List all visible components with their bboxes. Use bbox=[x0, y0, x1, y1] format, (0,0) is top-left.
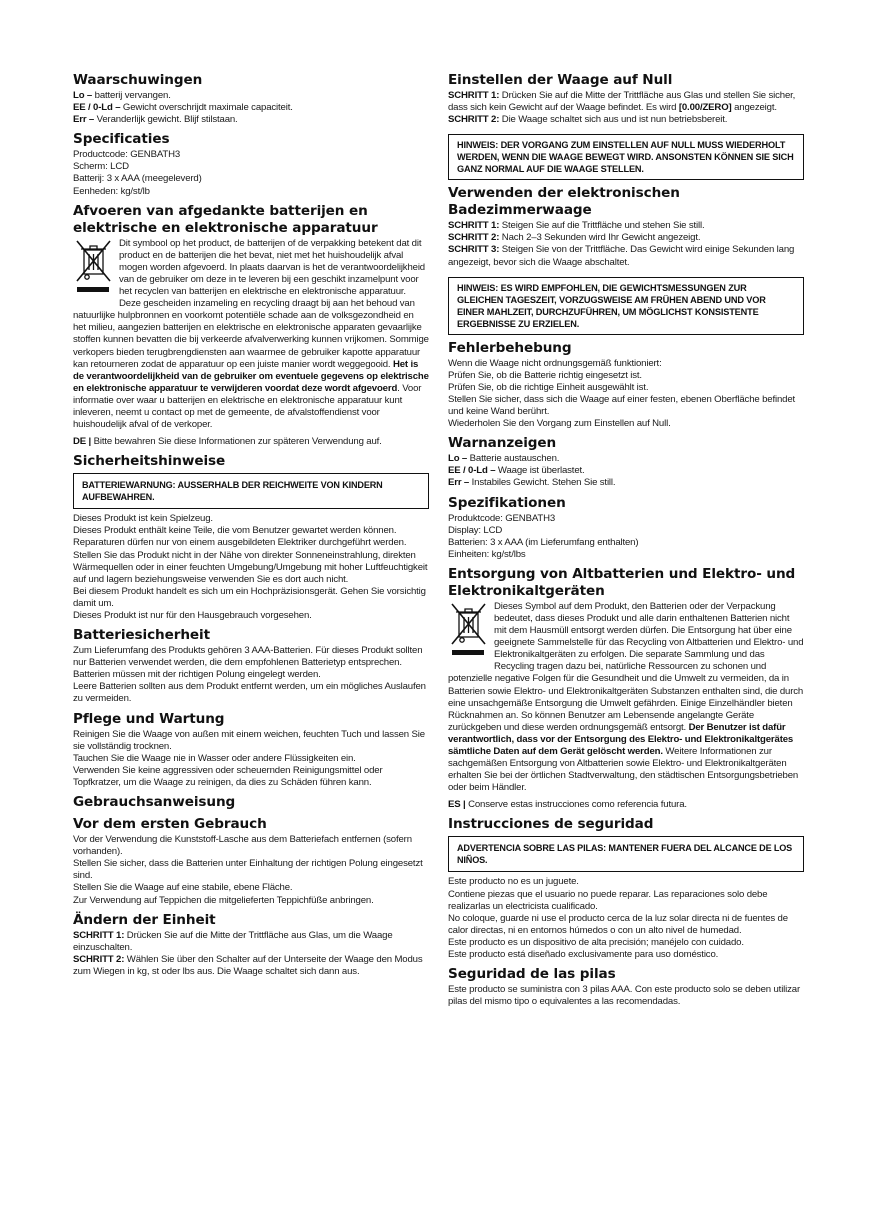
de-change-unit-step: SCHRITT 2: Wählen Sie über den Schalter auf der Unterseite der Waage den Modus zum Wiegen in kg, st oder lbs aus. Die Waage schaltet sich dann aus. bbox=[73, 953, 423, 977]
de-battery-line: Batterien müssen mit der richtigen Polung eingelegt werden. bbox=[73, 669, 321, 681]
de-care-title: Pflege und Wartung bbox=[73, 710, 225, 727]
de-troubleshooting-title: Fehlerbehebung bbox=[448, 339, 572, 356]
de-change-unit-section bbox=[73, 912, 429, 978]
es-safety-section bbox=[448, 816, 804, 961]
nl-disposal-section bbox=[73, 203, 429, 432]
de-safety-line: Dieses Produkt ist kein Spielzeug. bbox=[73, 513, 213, 525]
de-first-use-line: Stellen Sie sicher, dass die Batterien unter Einhaltung der richtigen Polung eingesetzt sind. bbox=[73, 858, 423, 882]
de-use-step: SCHRITT 1: Steigen Sie auf die Trittfläche und stehen Sie still. bbox=[448, 220, 705, 232]
weee-bin-icon bbox=[448, 601, 490, 661]
de-troubleshooting-line: Prüfen Sie, ob die richtige Einheit ausgewählt ist. bbox=[448, 381, 649, 393]
de-zero-title: Einstellen der Waage auf Null bbox=[448, 72, 673, 88]
de-battery-title: Batteriesicherheit bbox=[73, 627, 210, 644]
es-battery-title: Seguridad de las pilas bbox=[448, 966, 616, 983]
de-warning-item: EE / 0-Ld – Waage ist überlastet. bbox=[448, 465, 585, 477]
de-warning-item: Err – Instabiles Gewicht. Stehen Sie still. bbox=[448, 477, 616, 489]
es-battery-line: Este producto se suministra con 3 pilas AAA. Con este producto solo se deben utilizar pilas del mismo tipo o equivalentes a las recomendadas. bbox=[448, 984, 801, 1008]
de-first-use-line: Stellen Sie die Waage auf eine stabile, ebene Fläche. bbox=[73, 882, 293, 894]
de-specs-title: Spezifikationen bbox=[448, 494, 566, 511]
de-disposal-title: Entsorgung von Altbatterien und Elektro- und Elektronikaltgeräten bbox=[448, 565, 796, 599]
es-language-line: ES | Conserve estas instrucciones como referencia futura. bbox=[448, 799, 687, 811]
de-care-line: Reinigen Sie die Waage von außen mit einem weichen, feuchten Tuch und lassen Sie sie vollständig trocknen. bbox=[73, 728, 425, 752]
de-spec-line: Display: LCD bbox=[448, 524, 503, 536]
nl-warning-item: Lo – batterij vervangen. bbox=[73, 90, 171, 101]
de-troubleshooting-line: Stellen Sie sicher, dass sich die Waage auf einer festen, ebenen Oberfläche befindet und keine Wand berührt. bbox=[448, 393, 796, 418]
de-warning-item: Lo – Batterie austauschen. bbox=[448, 453, 560, 465]
de-use-title: Verwenden der elektronischen Badezimmerwaage bbox=[448, 185, 680, 219]
es-battery-warning-box: ADVERTENCIA SOBRE LAS PILAS: MANTENER FUERA DEL ALCANCE DE LOS NIÑOS. bbox=[448, 836, 804, 872]
de-zero-note-box: HINWEIS: DER VORGANG ZUM EINSTELLEN AUF NULL MUSS WIEDERHOLT WERDEN, WENN DIE WAAGE BEWEGT WIRD. ANSONSTEN KÖNNEN SIE SICH GANZ NORMAL AUF DIE WAAGE STELLEN. bbox=[448, 134, 804, 180]
de-spec-line: Einheiten: kg/st/lbs bbox=[448, 548, 526, 560]
de-manual-title: Gebrauchsanweisung bbox=[73, 794, 236, 811]
es-safety-line: No coloque, guarde ni use el producto cerca de la luz solar directa ni de fuentes de calor directas, ni en entornos húmedos o con un alto nivel de humedad. bbox=[448, 912, 788, 936]
de-use-step: SCHRITT 3: Steigen Sie von der Trittfläche. Das Gewicht wird einige Sekunden lang angezeigt, bevor sich die Waage abschaltet. bbox=[448, 244, 795, 268]
de-spec-line: Produktcode: GENBATH3 bbox=[448, 512, 556, 524]
de-use-step: SCHRITT 2: Nach 2–3 Sekunden wird Ihr Gewicht angezeigt. bbox=[448, 232, 701, 244]
de-use-section bbox=[448, 185, 804, 334]
nl-spec-line: Eenheden: kg/st/lb bbox=[73, 185, 150, 197]
es-safety-line: Este producto está diseñado exclusivamente para uso doméstico. bbox=[448, 949, 719, 961]
de-first-use-line: Vor der Verwendung die Kunststoff-Lasche aus dem Batteriefach entfernen (sofern vorhanden). bbox=[73, 834, 412, 858]
de-change-unit-title: Ändern der Einheit bbox=[73, 911, 216, 928]
nl-specs-section bbox=[73, 131, 429, 197]
es-battery-section bbox=[448, 966, 804, 1008]
de-troubleshooting-line: Wiederholen Sie den Vorgang zum Einstellen auf Null. bbox=[448, 418, 671, 430]
es-safety-line: Este producto no es un juguete. bbox=[448, 876, 579, 888]
de-zero-step: SCHRITT 1: Drücken Sie auf die Mitte der Trittfläche aus Glas und stellen Sie sicher, dass sich kein Gewicht auf der Waage befindet. Es wird [0.00/ZERO] angezeigt. bbox=[448, 90, 796, 114]
de-troubleshooting-line: Wenn die Waage nicht ordnungsgemäß funktioniert: bbox=[448, 357, 662, 369]
de-safety-title: Sicherheitshinweise bbox=[73, 453, 226, 470]
nl-warning-item: Err – Veranderlijk gewicht. Blijf stilstaan. bbox=[73, 114, 238, 126]
weee-bin-icon bbox=[73, 238, 115, 298]
de-care-section bbox=[73, 711, 429, 789]
de-manual-section bbox=[73, 794, 429, 811]
es-safety-line: Contiene piezas que el usuario no puede reparar. Las reparaciones solo debe realizarlas un electricista cualificado. bbox=[448, 888, 768, 912]
de-spec-line: Batterien: 3 x AAA (im Lieferumfang enthalten) bbox=[448, 536, 639, 548]
de-use-note-box: HINWEIS: ES WIRD EMPFOHLEN, DIE GEWICHTSMESSUNGEN ZUR GLEICHEN TAGESZEIT, VORZUGSWEISE AM FRÜHEN ABEND UND VOR EINER MAHLZEIT, DURCHZUFÜHREN, UM MÖGLICHST KONSISTENTE ERGEBNISSE ZU ERZIELEN. bbox=[448, 277, 804, 335]
de-battery-warning-box: BATTERIEWARNUNG: AUSSERHALB DER REICHWEITE VON KINDERN AUFBEWAHREN. bbox=[73, 473, 429, 509]
de-battery-line: Zum Lieferumfang des Produkts gehören 3 AAA-Batterien. Für dieses Produkt sollten nur Batterien verwendet werden, die dem empfohlenen Batterietyp entsprechen. bbox=[73, 645, 423, 669]
nl-disposal-title: Afvoeren van afgedankte batterijen en elektrische en elektronische apparatuur bbox=[73, 202, 378, 236]
de-disposal-text: Dieses Symbol auf dem Produkt, den Batterien oder der Verpackung bedeutet, dass dieses Produkt und alle darin enthaltenen Batterien nicht mit dem Hausmüll entsorgt werden dürfen. Die Entsorgung hat über eine geeignete Sammelstelle für das Recycling von Altbatterien und Elektro- und Elektronikaltgeräten zu erfolgen. Die separate Sammlung und das Recycling tragen dazu bei, natürliche Ressourcen zu schonen und potenzielle negative Folgen für die Gesundheit und die Umwelt zu vermeiden, da in Batterien sowie Elektro- und Elektronikaltgeräten Substanzen enthalten sind, die durch eine unsachgemäße Entsorgung die Umwelt gefährden. Einige Einzelhändler bieten Rücknahmen an. So können Benutzer am Lebensende angelangte Geräte zurückgeben und diese werden ordnungsgemäß entsorgt. Der Benutzer ist dafür verantwortlich, dass vor der Entsorgung des Elektro- und Elektronikaltgerätes sämtliche Daten auf dem Gerät gelöscht werden. Weitere Informationen zur sachgemäßen Entsorgung von Altbatterien sowie Elektro- und Elektronikaltgeräten erhalten Sie bei der örtlichen Stadtverwaltung, den städtischen Entsorgungsbetrieben oder beim Händler. bbox=[448, 600, 804, 794]
de-safety-line: Dieses Produkt ist nur für den Hausgebrauch vorgesehen. bbox=[73, 610, 312, 621]
right-column bbox=[448, 72, 804, 1013]
de-first-use-title: Vor dem ersten Gebrauch bbox=[73, 816, 267, 833]
nl-spec-line: Batterij: 3 x AAA (meegeleverd) bbox=[73, 173, 202, 185]
es-safety-title: Instrucciones de seguridad bbox=[448, 816, 654, 833]
de-zero-step: SCHRITT 2: Die Waage schaltet sich aus und ist nun betriebsbereit. bbox=[448, 114, 728, 126]
de-safety-section bbox=[73, 453, 429, 622]
de-battery-line: Leere Batterien sollten aus dem Produkt entfernt werden, um ein mögliches Auslaufen zu vermeiden. bbox=[73, 681, 426, 705]
nl-spec-line: Productcode: GENBATH3 bbox=[73, 149, 181, 161]
nl-spec-line: Scherm: LCD bbox=[73, 161, 129, 173]
de-safety-line: Dieses Produkt enthält keine Teile, die vom Benutzer gewartet werden können. Reparaturen dürfen nur von einem ausgebildeten Elektriker durchgeführt werden. bbox=[73, 525, 407, 549]
de-change-unit-step: SCHRITT 1: Drücken Sie auf die Mitte der Trittfläche aus Glas, um die Waage einzuschalten. bbox=[73, 929, 393, 953]
de-safety-line: Bei diesem Produkt handelt es sich um ein Hochpräzisionsgerät. Gehen Sie vorsichtig damit um. bbox=[73, 585, 426, 609]
de-specs-section bbox=[448, 495, 804, 561]
de-zero-section bbox=[448, 72, 804, 180]
nl-disposal-text: Dit symbool op het product, de batterijen of de verpakking betekent dat dit product en de batterijen die het bevat, niet met het huishoudelijk afval mogen worden afgevoerd. In plaats daarvan is het de verantwoordelijkheid van de gebruiker om deze in te leveren bij een geschikt inzamelpunt voor het recyclen van batterijen en elektrische en elektronische apparatuur. Deze gescheiden inzameling en recycling draagt bij aan het behoud van natuurlijke hulpbronnen en voorkomt potentiële schade aan de volksgezondheid en het milieu, aangezien batterijen en elektrische en elektronische apparaten gevaarlijke stoffen kunnen bevatten die bij verkeerde afvalverwerking kunnen vrijkomen. Sommige verkopers bieden terugbrengdiensten aan waarmee de gebruiker kapotte apparatuur kan retourneren zodat de apparatuur op een juiste manier wordt weggegooid. Het is de verantwoordelijkheid van de gebruiker om eventuele gegevens op elektrische en elektronische apparatuur te verwijderen voordat deze wordt afgevoerd. Voor informatie over waar u batterijen en elektrische en elektronische apparatuur kunt inleveren, neemt u contact op met de gemeente, de afvalstoffendienst voor huishoudelijk afval of de verkoper. bbox=[73, 237, 429, 431]
de-safety-line: Stellen Sie das Produkt nicht in der Nähe von direkter Sonneneinstrahlung, direkten Wärmequellen oder in einer feuchten Umgebung/Umgebung mit hoher Luftfeuchtigkeit auf und lagern beziehungsweise verwenden Sie es dort auch nicht. bbox=[73, 549, 428, 585]
de-warnings-title: Warnanzeigen bbox=[448, 435, 557, 452]
de-first-use-line: Zur Verwendung auf Teppichen die mitgelieferten Teppichfüße anbringen. bbox=[73, 894, 374, 906]
left-column bbox=[73, 72, 429, 983]
nl-warning-item: EE / 0-Ld – Gewicht overschrijdt maximale capaciteit. bbox=[73, 102, 293, 114]
de-care-line: Tauchen Sie die Waage nie in Wasser oder andere Flüssigkeiten ein. bbox=[73, 752, 356, 764]
de-care-line: Verwenden Sie keine aggressiven oder scheuernden Reinigungsmittel oder Topfkratzer, um die Waage zu reinigen, da dies zu Schäden führen kann. bbox=[73, 764, 383, 788]
de-troubleshooting-section bbox=[448, 340, 804, 431]
de-language-line: DE | Bitte bewahren Sie diese Informationen zur späteren Verwendung auf. bbox=[73, 436, 382, 448]
nl-specs-title: Specificaties bbox=[73, 131, 170, 148]
de-troubleshooting-line: Prüfen Sie, ob die Batterie richtig eingesetzt ist. bbox=[448, 369, 642, 381]
de-battery-section bbox=[73, 627, 429, 705]
es-safety-line: Este producto es un dispositivo de alta precisión; manéjelo con cuidado. bbox=[448, 936, 744, 948]
de-first-use-section bbox=[73, 816, 429, 907]
de-disposal-section bbox=[448, 566, 804, 795]
nl-warnings-section bbox=[73, 72, 429, 126]
nl-warnings-title: Waarschuwingen bbox=[73, 72, 203, 88]
de-warnings-section bbox=[448, 435, 804, 489]
